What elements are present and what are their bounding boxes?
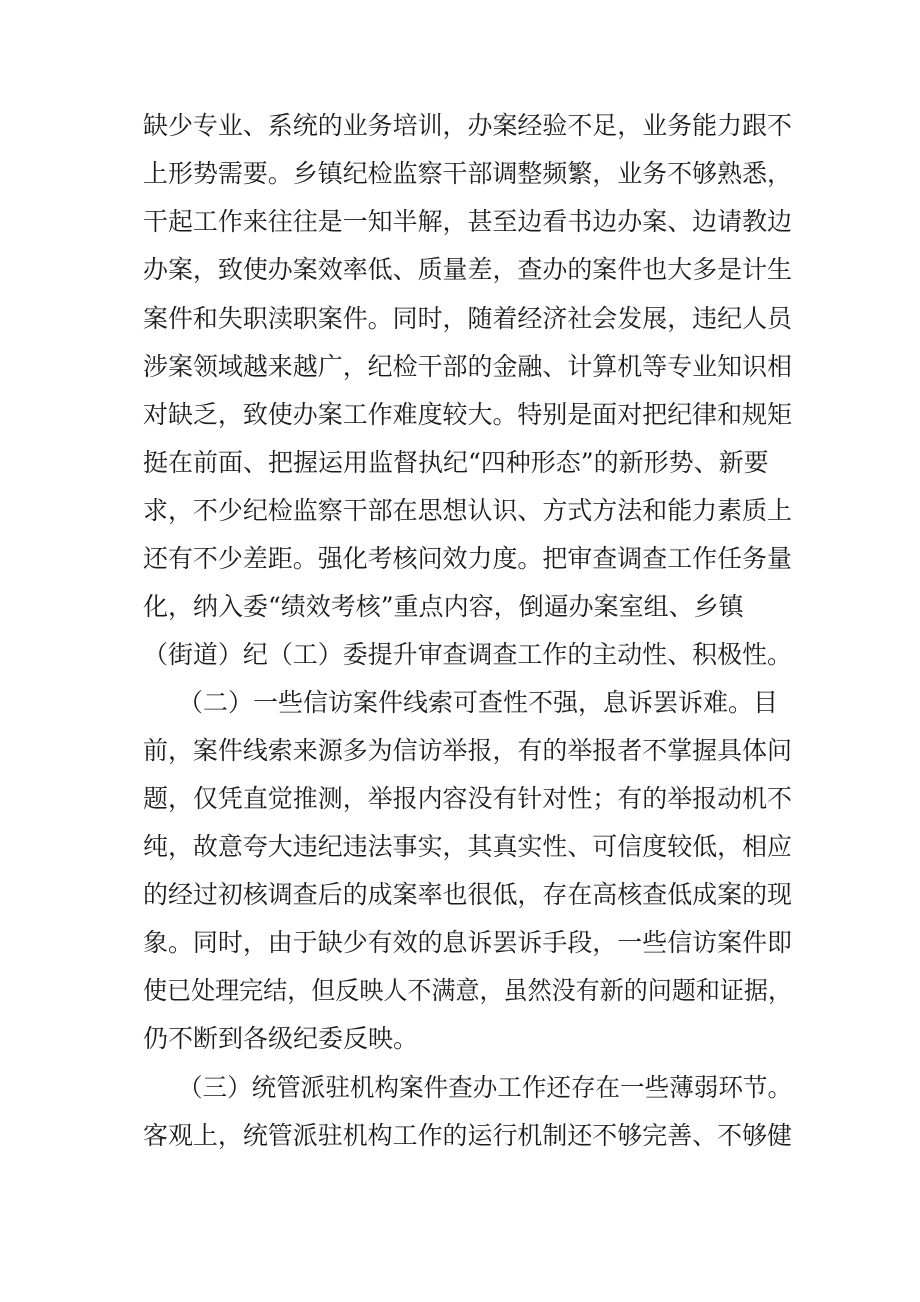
text-line: 化，纳入委“绩效考核”重点内容，倒逼办案室组、乡镇: [143, 592, 744, 621]
text-line: 仍不断到各级纪委反映。: [143, 1024, 419, 1053]
text-line: 缺少专业、系统的业务培训，办案经验不足，业务能力跟不: [143, 111, 793, 140]
text-line: 纯，故意夸大违纪违法事实，其真实性、可信度较低，相应: [143, 832, 793, 861]
text-line: 还有不少差距。强化考核问效力度。把审查调查工作任务量: [143, 544, 793, 573]
text-line: 象。同时，由于缺少有效的息诉罢诉手段，一些信访案件即: [143, 928, 793, 957]
text-line: 对缺乏，致使办案工作难度较大。特别是面对把纪律和规矩: [143, 400, 793, 429]
text-line: 涉案领域越来越广，纪检干部的金融、计算机等专业知识相: [143, 352, 793, 381]
text-line: 使已处理完结，但反映人不满意，虽然没有新的问题和证据，: [143, 976, 793, 1005]
text-line: （街道）纪（工）委提升审查调查工作的主动性、积极性。: [143, 640, 793, 669]
text-line: 求，不少纪检监察干部在思想认识、方式方法和能力素质上: [143, 496, 793, 525]
text-line: 上形势需要。乡镇纪检监察干部调整频繁，业务不够熟悉，: [143, 159, 793, 188]
paragraph-start-line: （三）统管派驻机构案件查办工作还存在一些薄弱环节。: [178, 1073, 793, 1102]
text-line: 挺在前面、把握运用监督执纪“四种形态”的新形势、新要: [143, 448, 769, 477]
text-line: 干起工作来往往是一知半解，甚至边看书边办案、边请教边: [143, 207, 793, 236]
text-line: 办案，致使办案效率低、质量差，查办的案件也大多是计生: [143, 255, 793, 284]
text-line: 案件和失职渎职案件。同时，随着经济社会发展，违纪人员: [143, 304, 793, 333]
text-line: 客观上，统管派驻机构工作的运行机制还不够完善、不够健: [143, 1121, 793, 1150]
text-line: 前，案件线索来源多为信访举报，有的举报者不掌握具体问: [143, 736, 793, 765]
text-line: 的经过初核调查后的成案率也很低，存在高核查低成案的现: [143, 880, 793, 909]
paragraph-start-line: （二）一些信访案件线索可查性不强，息诉罢诉难。目: [178, 688, 779, 717]
text-line: 题，仅凭直觉推测，举报内容没有针对性；有的举报动机不: [143, 784, 793, 813]
